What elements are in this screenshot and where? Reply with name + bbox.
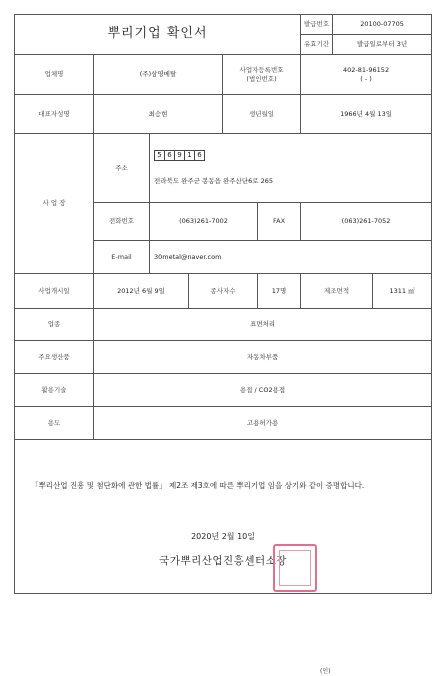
start-date-label: 사업개시일 — [15, 274, 94, 309]
phone-label: 전화번호 — [94, 203, 150, 241]
purpose-value: 고용허가용 — [94, 407, 432, 440]
postal-digit: 6 — [194, 150, 205, 161]
birth-date-label: 생년월일 — [223, 95, 301, 134]
postal-code — [154, 150, 429, 161]
seal-label: (인) — [320, 668, 331, 675]
employees-value: 17명 — [258, 274, 301, 309]
representative-label: 대표자성명 — [15, 95, 94, 134]
birth-date: 1966년 4월 13일 — [301, 95, 432, 134]
certificate-form — [14, 14, 432, 675]
area-value: 1311 ㎡ — [373, 274, 432, 309]
business-number-label: 사업자등록번호 (법인번호) — [223, 55, 301, 95]
product-value: 자동차부품 — [94, 341, 432, 374]
industry-label: 업종 — [15, 309, 94, 341]
company-name: (주)삼영메탈 — [94, 55, 223, 95]
technology-value: 용접 / CO2용접 — [94, 374, 432, 407]
issue-number: 20100-07705 — [333, 15, 432, 35]
postal-digit: 5 — [154, 150, 165, 161]
validity-label: 유효기간 — [301, 35, 333, 55]
fax-value: (063)261-7052 — [301, 203, 432, 241]
site-label: 사 업 장 — [15, 134, 94, 274]
start-date: 2012년 6월 9일 — [94, 274, 189, 309]
official-seal-icon — [273, 544, 331, 675]
document-title: 뿌리기업 확인서 — [15, 15, 301, 55]
email-label: E-mail — [94, 241, 150, 274]
address-value: 전라북도 완주군 봉동읍 완주산단6로 265 — [154, 177, 273, 186]
phone-value: (063)261-7002 — [150, 203, 258, 241]
postal-digit: 6 — [164, 150, 175, 161]
address-label: 주소 — [94, 134, 150, 203]
company-name-label: 업체명 — [15, 55, 94, 95]
email-value: 30metal@naver.com — [150, 241, 432, 274]
postal-digit: 9 — [174, 150, 185, 161]
certification-footer — [15, 440, 432, 675]
business-number: 402-81-96152 ( - ) — [301, 55, 432, 95]
fax-label: FAX — [258, 203, 301, 241]
employees-label: 종사자수 — [189, 274, 258, 309]
validity-value: 발급일로부터 3년 — [333, 35, 432, 55]
technology-label: 활용기술 — [15, 374, 94, 407]
purpose-label: 용도 — [15, 407, 94, 440]
product-label: 주요생산품 — [15, 341, 94, 374]
address-cell — [150, 134, 432, 203]
industry-value: 표면처리 — [94, 309, 432, 341]
representative-name: 최승현 — [94, 95, 223, 134]
area-label: 제조면적 — [301, 274, 373, 309]
issue-date: 2020년 2월 10일 — [191, 532, 255, 541]
issuer-name: 국가뿌리산업진흥센터소장 — [159, 555, 287, 567]
certification-statement: 「뿌리산업 진흥 및 첨단화에 관한 법률」 제2조 제3호에 따른 뿌리기업 임을 상기와 같이 증명합니다. — [31, 481, 365, 490]
issue-number-label: 발급번호 — [301, 15, 333, 35]
postal-digit: 1 — [184, 150, 195, 161]
